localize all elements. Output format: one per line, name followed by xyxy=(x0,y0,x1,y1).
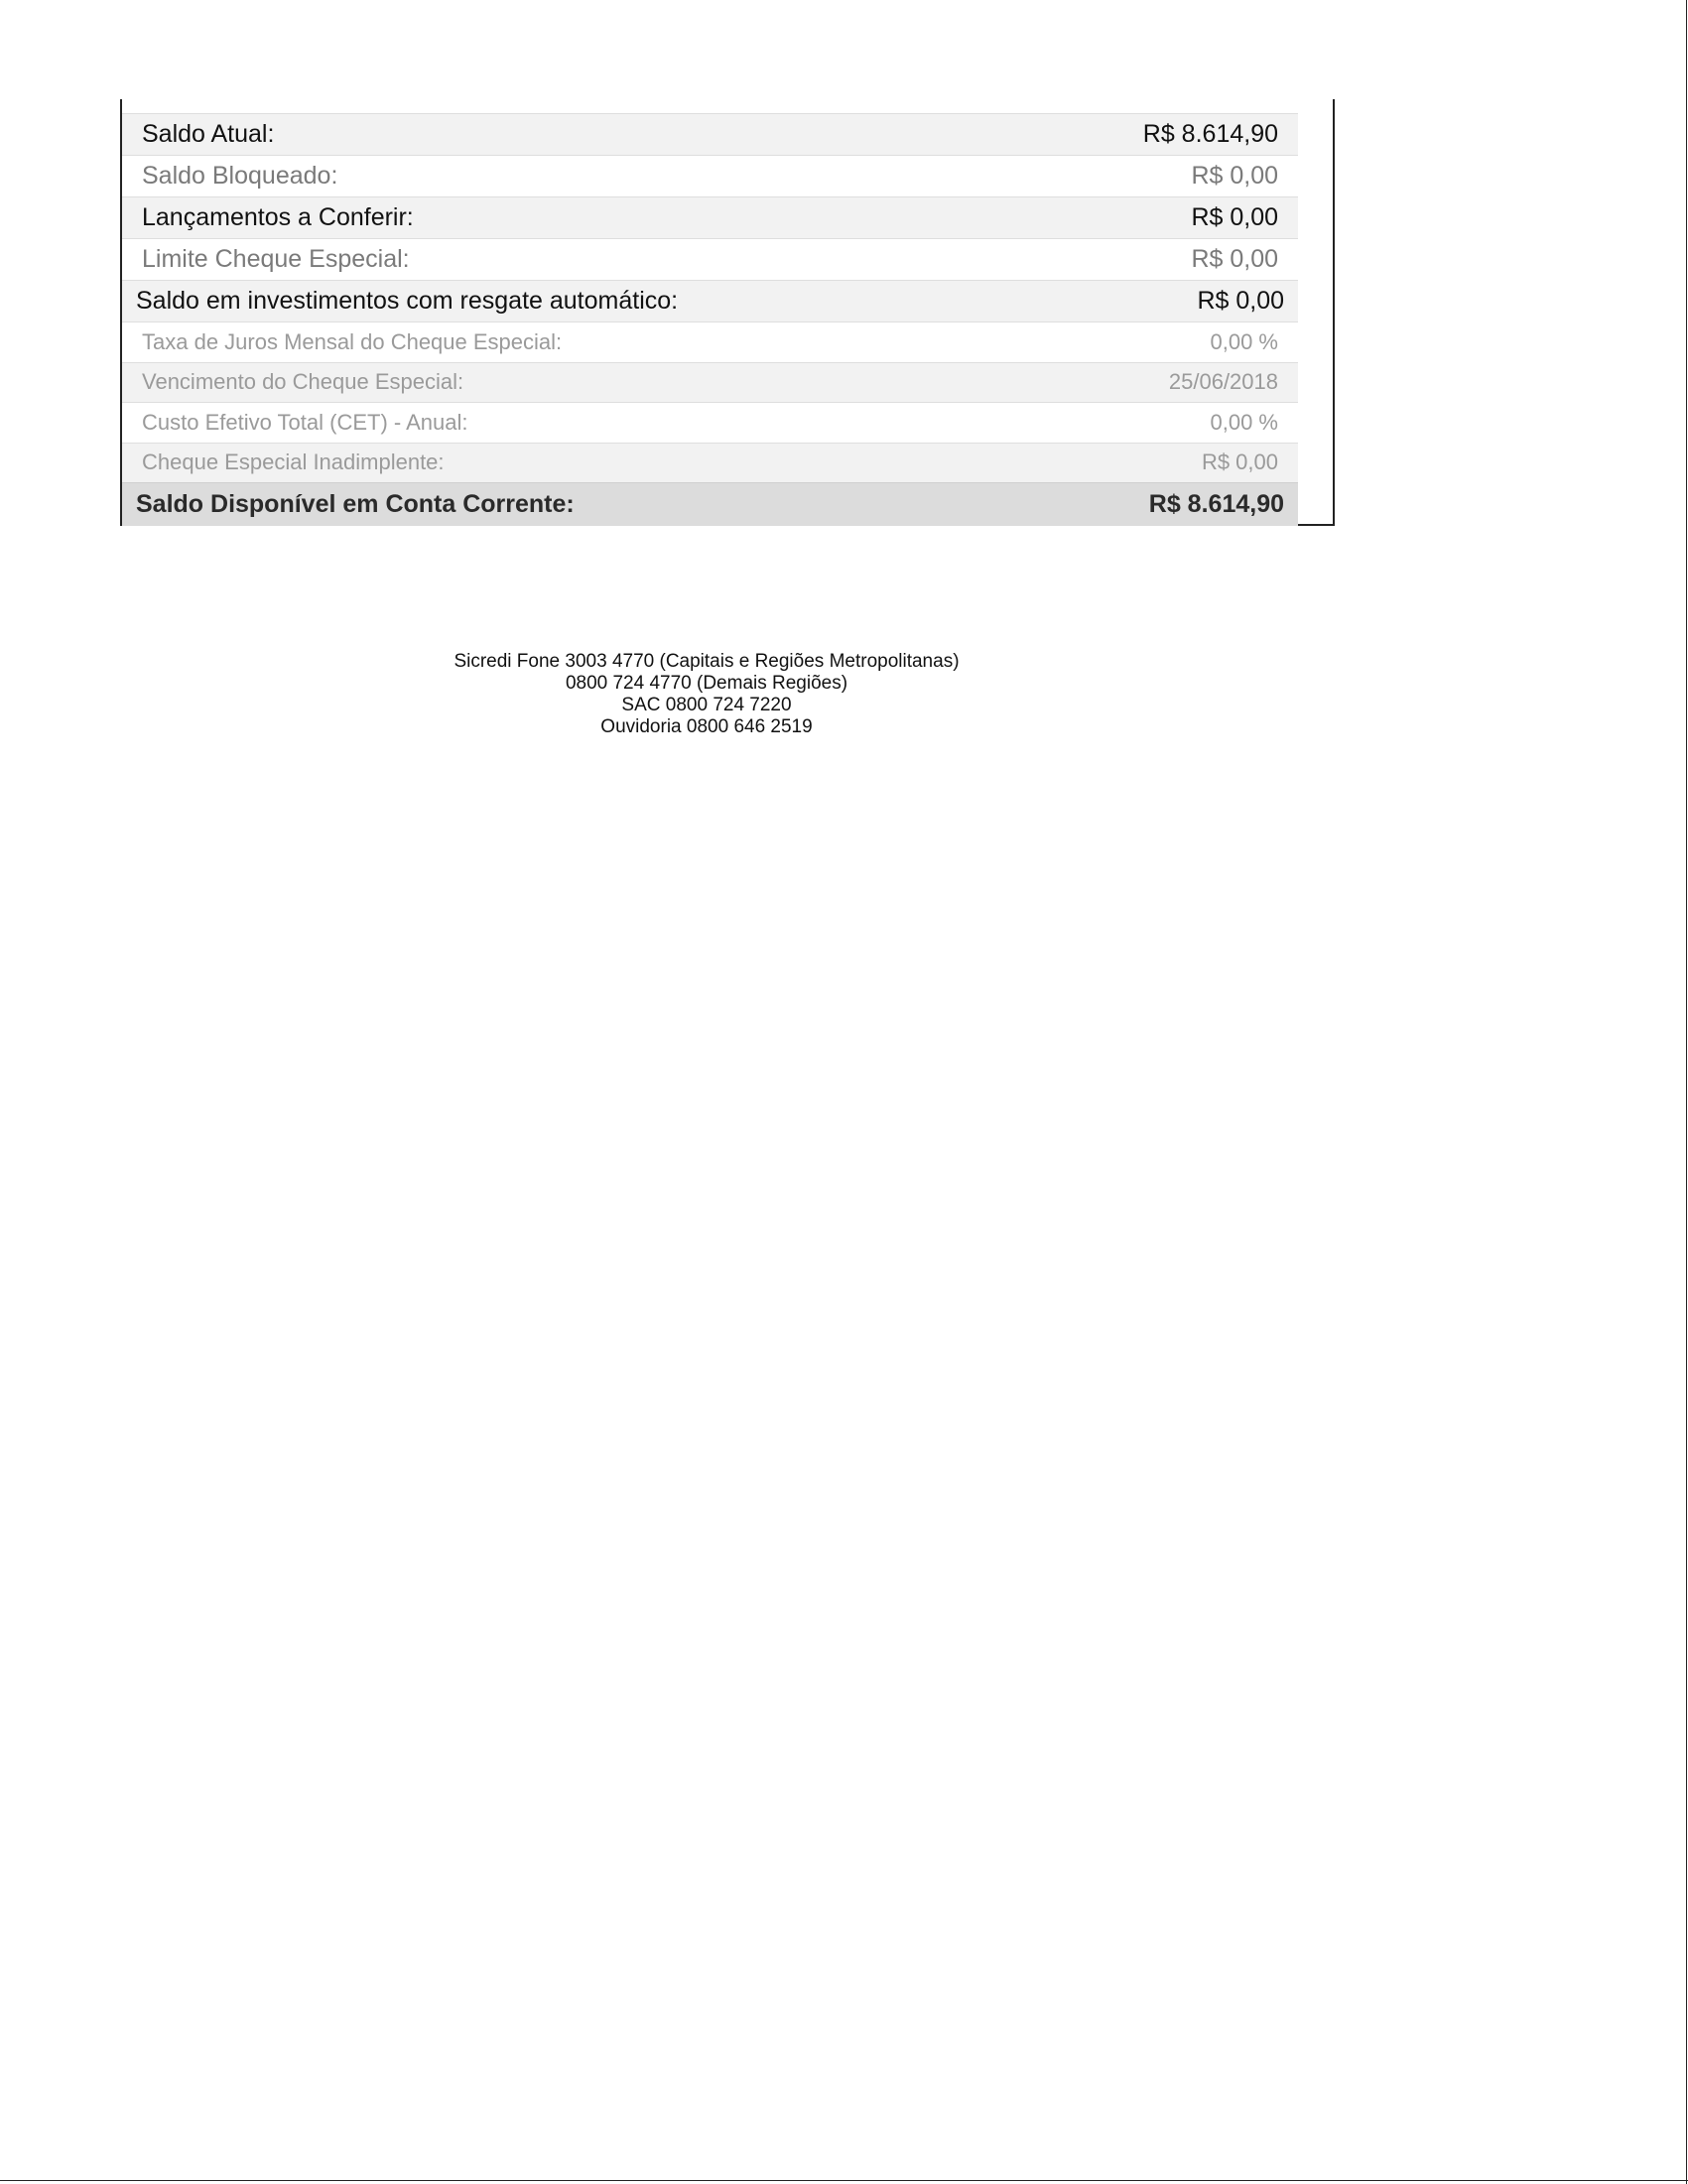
row-taxa-juros xyxy=(122,321,1298,362)
row-limite-cheque-especial xyxy=(122,238,1298,280)
row-label: Lançamentos a Conferir: xyxy=(142,203,414,231)
row-lancamentos-a-conferir xyxy=(122,196,1298,238)
row-label: Taxa de Juros Mensal do Cheque Especial: xyxy=(142,328,563,354)
row-cet-anual xyxy=(122,402,1298,443)
balance-summary-table xyxy=(122,113,1298,526)
row-label: Saldo em investimentos com resgate automático: xyxy=(136,287,679,315)
row-value: R$ 0,00 xyxy=(1191,162,1278,190)
row-label: Saldo Atual: xyxy=(142,120,275,148)
total-value: R$ 8.614,90 xyxy=(1148,490,1284,518)
contact-line-demais: 0800 724 4770 (Demais Regiões) xyxy=(565,673,848,694)
row-label: Limite Cheque Especial: xyxy=(142,245,410,273)
row-cheque-inadimplente xyxy=(122,443,1298,483)
row-saldo-bloqueado xyxy=(122,155,1298,196)
row-saldo-disponivel xyxy=(122,482,1298,526)
contact-info xyxy=(409,651,1004,738)
row-value: 0,00 % xyxy=(1210,409,1278,435)
row-label: Saldo Bloqueado: xyxy=(142,162,338,190)
page-edge-bottom xyxy=(0,2180,1688,2181)
total-label: Saldo Disponível em Conta Corrente: xyxy=(136,490,575,518)
row-saldo-atual xyxy=(122,113,1298,155)
row-value: 25/06/2018 xyxy=(1168,369,1278,395)
contact-line-ouvidoria: Ouvidoria 0800 646 2519 xyxy=(600,716,813,737)
row-label: Custo Efetivo Total (CET) - Anual: xyxy=(142,409,468,435)
row-value: R$ 8.614,90 xyxy=(1142,120,1278,148)
row-value: R$ 0,00 xyxy=(1197,287,1284,315)
row-label: Cheque Especial Inadimplente: xyxy=(142,450,445,475)
row-vencimento xyxy=(122,362,1298,403)
row-label: Vencimento do Cheque Especial: xyxy=(142,369,464,395)
contact-line-fone: Sicredi Fone 3003 4770 (Capitais e Regiões Metropolitanas) xyxy=(454,651,960,672)
row-value: R$ 0,00 xyxy=(1191,245,1278,273)
row-value: R$ 0,00 xyxy=(1201,450,1278,475)
contact-line-sac: SAC 0800 724 7220 xyxy=(621,695,792,715)
row-saldo-investimentos xyxy=(122,280,1298,321)
page-edge-right xyxy=(1686,0,1687,2184)
row-value: 0,00 % xyxy=(1210,328,1278,354)
row-value: R$ 0,00 xyxy=(1191,203,1278,231)
